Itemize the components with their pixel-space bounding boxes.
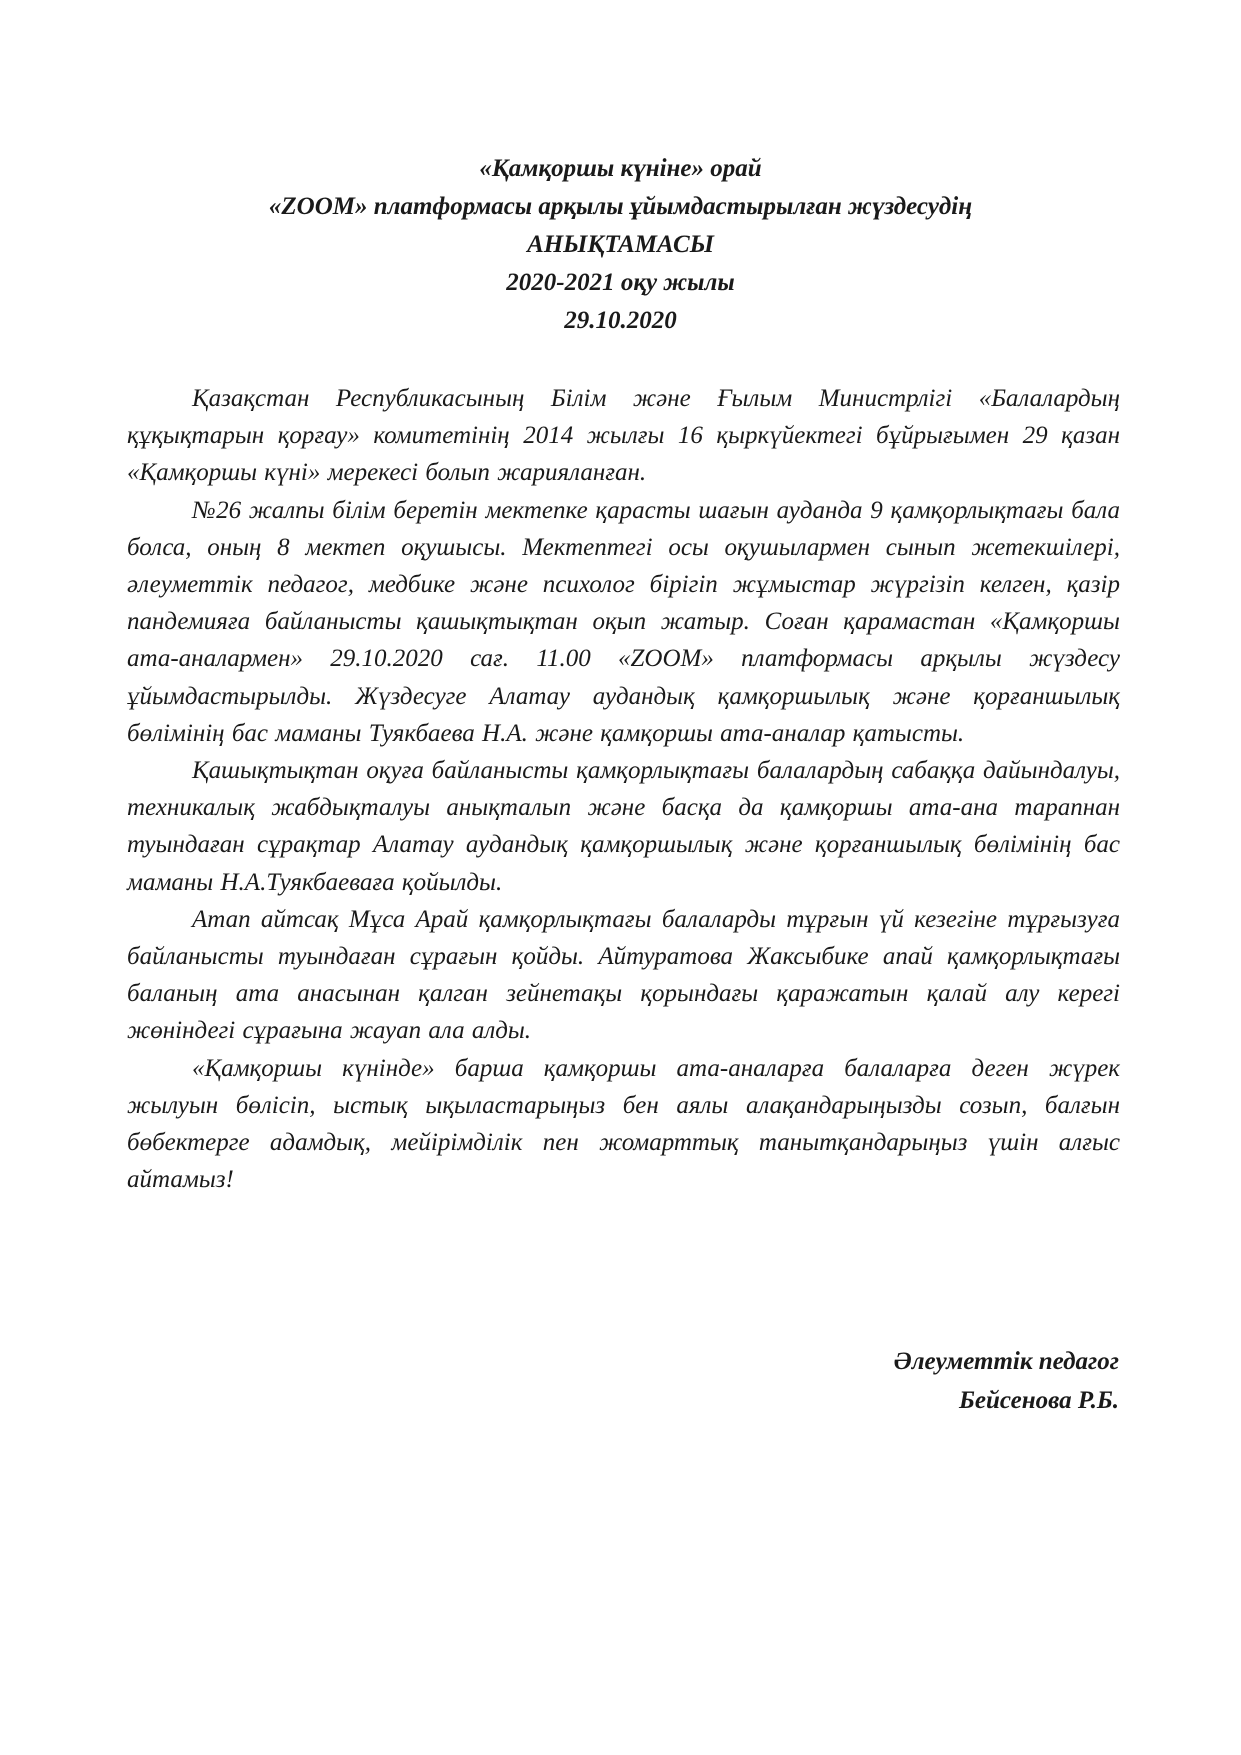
header-date: 29.10.2020	[564, 307, 677, 334]
document-body	[127, 380, 1120, 1198]
header-academic-year: 2020-2021 оқу жылы	[506, 269, 735, 296]
body-paragraph: Атап айтсақ Мұса Арай қамқорлықтағы балаларды тұрғын үй кезегіне тұрғызуға байланысты туындаған сұрағын қойды. Айтуратова Жаксыбике апай қамқорлықтағы баланың ата анасынан қалган зейнетақы қорындағы қаражатын қалай алу керегі жөніндегі сұрағына жауап ала алды.	[127, 905, 1120, 1045]
signature-position: Әлеуметтік педагог	[893, 1348, 1119, 1375]
body-paragraph: Қазақстан Республикасының Білім және Ғылым Министрлігі «Балалардың құқықтарын қорғау» комитетінің 2014 жылғы 16 қыркүйектегі бұйрығымен 29 қазан «Қамқоршы күні» мерекесі болып жарияланған.	[127, 385, 1120, 487]
signature-block	[894, 1342, 1119, 1420]
header-document-type: АНЫҚТАМАСЫ	[527, 231, 714, 258]
body-paragraph: «Қамқоршы күнінде» барша қамқоршы ата-аналарға балаларға деген жүрек жылуын бөлісіп, ыстық ықыластарыңыз бен аялы алақандарыңызды созып, балғын бөбектерге адамдық, мейірімділік пен жомарттық танытқандарыңыз үшін алғыс айтамыз!	[127, 1054, 1120, 1194]
header-occasion-line: «Қамқоршы күніне» орай	[479, 155, 762, 182]
body-paragraph: Қашықтықтан оқуға байланысты қамқорлықтағы балалардың сабаққа дайындалуы, техникалық жабдықталуы анықталып және басқа да қамқоршы ата-ана тарапнан туындаған сұрақтар Алатау аудандық қамқоршылық және қорғаншылық бөлімінің бас маманы Н.А.Туякбаеваға қойылды.	[127, 757, 1120, 896]
header-platform-line: «ZOOM» платформасы арқылы ұйымдастырылған жүздесудің	[268, 193, 973, 220]
document-header	[0, 150, 1241, 340]
body-paragraph: №26 жалпы білім беретін мектепке қарасты шағын ауданда 9 қамқорлықтағы бала болса, оның 8 мектеп оқушысы. Мектептегі осы оқушылармен сынып жетекшілері, әлеуметтік педагог, медбике және психолог бірігіп жұмыстар жүргізіп келген, қазір пандемияға байланысты қашықтықтан оқып жатыр. Соған қарамастан «Қамқоршы ата-аналармен» 29.10.2020 сағ. 11.00 «ZOOM» платформасы арқылы жүздесу ұйымдастырылды. Жүздесуге Алатау аудандық қамқоршылық және қорғаншылық бөлімінің бас маманы Туякбаева Н.А. және қамқоршы ата-аналар қатысты.	[127, 496, 1120, 747]
signature-name: Бейсенова Р.Б.	[958, 1387, 1119, 1414]
